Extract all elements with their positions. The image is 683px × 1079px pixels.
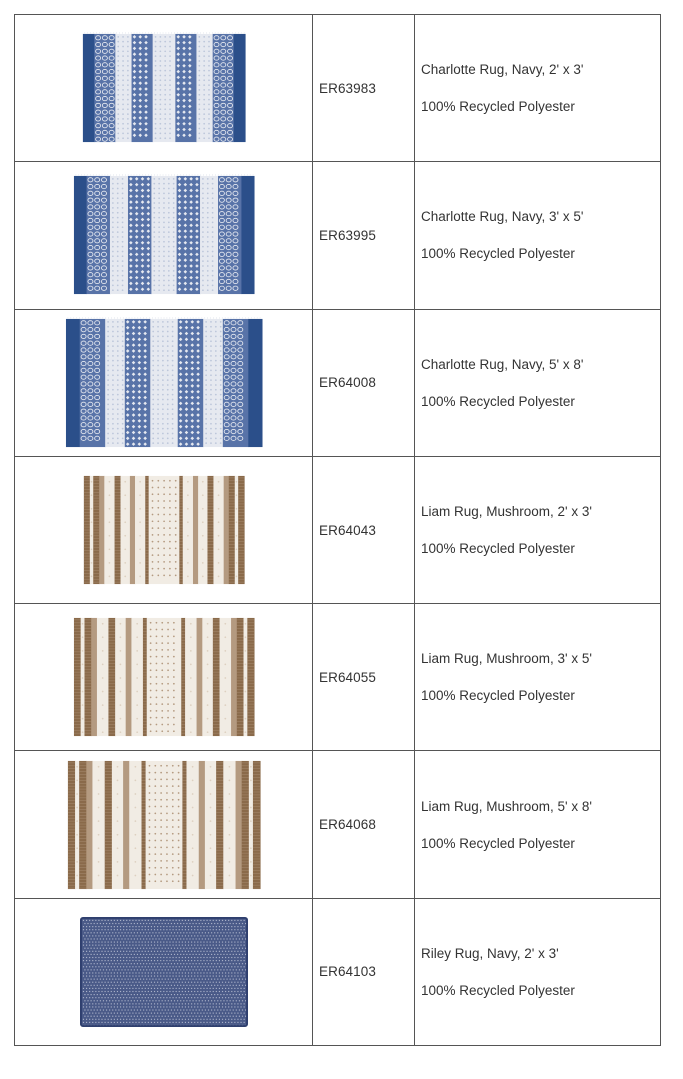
product-description-cell <box>415 751 661 898</box>
product-image-cell <box>15 15 313 162</box>
product-row <box>15 15 661 162</box>
product-name: Riley Rug, Navy, 2' x 3' <box>421 945 559 961</box>
product-description-cell <box>415 15 661 162</box>
product-sku: ER64043 <box>313 456 415 603</box>
product-row <box>15 898 661 1045</box>
product-image-cell <box>15 604 313 751</box>
product-sku: ER64055 <box>313 604 415 751</box>
product-material: 100% Recycled Polyester <box>421 541 575 557</box>
product-material: 100% Recycled Polyester <box>421 688 575 704</box>
product-material: 100% Recycled Polyester <box>421 393 575 409</box>
product-description-cell <box>415 604 661 751</box>
product-name: Charlotte Rug, Navy, 5' x 8' <box>421 356 584 372</box>
product-name: Liam Rug, Mushroom, 5' x 8' <box>421 798 592 814</box>
product-image-cell <box>15 898 313 1045</box>
rug-image <box>65 759 263 891</box>
product-image-cell <box>15 751 313 898</box>
product-sku: ER64008 <box>313 309 415 456</box>
product-image-cell <box>15 309 313 456</box>
product-material: 100% Recycled Polyester <box>421 99 575 115</box>
rug-image <box>63 317 265 449</box>
product-rows <box>15 15 661 1046</box>
rug-image <box>78 916 250 1028</box>
product-row <box>15 604 661 751</box>
product-name: Charlotte Rug, Navy, 2' x 3' <box>421 62 584 78</box>
rug-image <box>71 616 257 738</box>
product-sku: ER64068 <box>313 751 415 898</box>
rug-image <box>71 174 257 296</box>
product-name: Charlotte Rug, Navy, 3' x 5' <box>421 209 584 225</box>
product-material: 100% Recycled Polyester <box>421 982 575 998</box>
product-name: Liam Rug, Mushroom, 3' x 5' <box>421 651 592 667</box>
product-name: Liam Rug, Mushroom, 2' x 3' <box>421 504 592 520</box>
product-row <box>15 456 661 603</box>
product-row <box>15 309 661 456</box>
rug-image <box>80 32 248 144</box>
product-material: 100% Recycled Polyester <box>421 835 575 851</box>
product-material: 100% Recycled Polyester <box>421 246 575 262</box>
product-description-cell <box>415 898 661 1045</box>
product-row <box>15 751 661 898</box>
product-sku: ER64103 <box>313 898 415 1045</box>
product-image-cell <box>15 456 313 603</box>
product-sku: ER63983 <box>313 15 415 162</box>
product-description-cell <box>415 309 661 456</box>
product-row <box>15 162 661 309</box>
product-sku: ER63995 <box>313 162 415 309</box>
product-description-cell <box>415 456 661 603</box>
rug-image <box>81 474 247 586</box>
product-description-cell <box>415 162 661 309</box>
product-image-cell <box>15 162 313 309</box>
product-table <box>14 14 661 1046</box>
